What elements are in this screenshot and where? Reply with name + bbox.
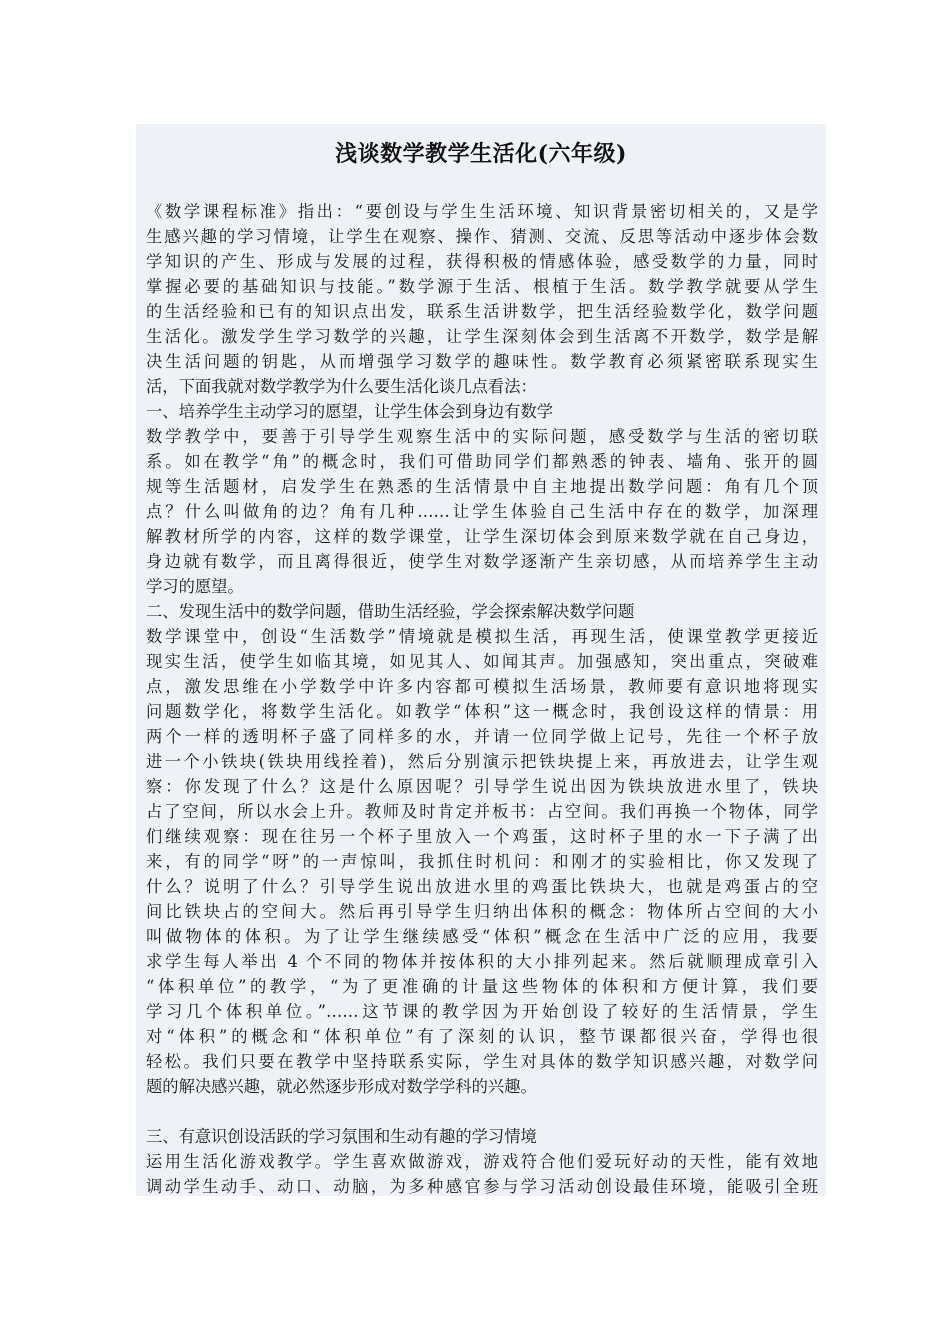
section1-paragraph-line: 点？什么叫做角的边？角有几种……让学生体验自己生活中存在的数学，加深理	[146, 502, 818, 521]
document-page	[136, 124, 826, 1196]
section2-paragraph-line: 现实生活，使学生如临其境，如见其人、如闻其声。加强感知，突出重点，突破难	[146, 652, 818, 671]
section2-paragraph-line: 来，有的同学“呀”的一声惊叫，我抓住时机问：和刚才的实验相比，你又发现了	[146, 852, 818, 871]
section3-paragraph-line: 运用生活化游戏教学。学生喜欢做游戏，游戏符合他们爱玩好动的天性，能有效地	[146, 1152, 818, 1171]
section2-paragraph-line: 察：你发现了什么？这是什么原因呢？引导学生说出因为铁块放进水里了，铁块	[146, 777, 818, 796]
section2-paragraph-line: 问题数学化，将数学生活化。如教学“体积”这一概念时，我创设这样的情景：用	[146, 702, 818, 721]
section2-paragraph-line: 对“体积”的概念和“体积单位”有了深刻的认识，整节课都很兴奋，学得也很	[146, 1027, 818, 1046]
section2-paragraph-line: 数学课堂中，创设“生活数学”情境就是模拟生活，再现生活，使课堂教学更接近	[146, 627, 818, 646]
document-title: 浅谈数学教学生活化(六年级)	[335, 141, 627, 167]
blank-line	[146, 1099, 818, 1124]
section-heading-3: 三、有意识创设活跃的学习氛围和生动有趣的学习情境	[146, 1127, 537, 1146]
section1-paragraph-line: 系。如在教学“角”的概念时，我们可借助同学们都熟悉的钟表、墙角、张开的圆	[146, 452, 818, 471]
section2-paragraph-line: 两个一样的透明杯子盛了同样多的水，并请一位同学做上记号，先往一个杯子放	[146, 727, 818, 746]
section2-paragraph-line: 们继续观察：现在往另一个杯子里放入一个鸡蛋，这时杯子里的水一下子满了出	[146, 827, 818, 846]
section2-paragraph-line: 求学生每人举出 4 个不同的物体并按体积的大小排列起来。然后就顺理成章引入	[146, 952, 818, 971]
section2-paragraph-line: 学习几个体积单位。”……这节课的教学因为开始创设了较好的生活情景，学生	[146, 1002, 818, 1021]
intro-paragraph-line: 学知识的产生、形成与发展的过程，获得积极的情感体验，感受数学的力量，同时	[146, 252, 818, 271]
section2-paragraph-line: “体积单位”的教学，“为了更准确的计量这些物体的体积和方便计算，我们要	[146, 977, 818, 996]
intro-paragraph-line: 决生活问题的钥匙，从而增强学习数学的趣味性。数学教育必须紧密联系现实生	[146, 352, 818, 371]
intro-paragraph-line: 《数学课程标准》指出：“要创设与学生生活环境、知识背景密切相关的，又是学	[146, 202, 818, 221]
intro-paragraph-line: 生感兴趣的学习情境，让学生在观察、操作、猜测、交流、反思等活动中逐步体会数	[146, 227, 818, 246]
section-heading-2: 二、发现生活中的数学问题，借助生活经验，学会探索解决数学问题	[146, 602, 635, 621]
section1-paragraph-line: 数学教学中，要善于引导学生观察生活中的实际问题，感受数学与生活的密切联	[146, 427, 818, 446]
section2-paragraph-line: 题的解决感兴趣，就必然逐步形成对数学学科的兴趣。	[146, 1077, 537, 1096]
section2-paragraph-line: 进一个小铁块(铁块用线拴着)，然后分别演示把铁块提上来，再放进去，让学生观	[146, 752, 818, 771]
intro-paragraph-line: 掌握必要的基础知识与技能。”数学源于生活、根植于生活。数学教学就要从学生	[146, 277, 818, 296]
intro-paragraph-line: 活，下面我就对数学教学为什么要生活化谈几点看法：	[146, 377, 537, 396]
section2-paragraph-line: 什么？说明了什么？引导学生说出放进水里的鸡蛋比铁块大，也就是鸡蛋占的空	[146, 877, 818, 896]
section3-paragraph-line: 调动学生动手、动口、动脑，为多种感官参与学习活动创设最佳环境，能吸引全班	[146, 1177, 818, 1196]
section2-paragraph-line: 轻松。我们只要在教学中坚持联系实际，学生对具体的数学知识感兴趣，对数学问	[146, 1052, 818, 1071]
section1-paragraph-line: 解教材所学的内容，这样的数学课堂，让学生深切体会到原来数学就在自己身边，	[146, 527, 818, 546]
intro-paragraph-line: 生活化。激发学生学习数学的兴趣，让学生深刻体会到生活离不开数学，数学是解	[146, 327, 818, 346]
intro-paragraph-line: 的生活经验和已有的知识点出发，联系生活讲数学，把生活经验数学化，数学问题	[146, 302, 818, 321]
section2-paragraph-line: 点，激发思维在小学数学中许多内容都可模拟生活场景，教师要有意识地将现实	[146, 677, 818, 696]
section1-paragraph-line: 学习的愿望。	[146, 577, 244, 596]
document-body	[146, 199, 818, 1196]
section2-paragraph-line: 间比铁块占的空间大。然后再引导学生归纳出体积的概念：物体所占空间的大小	[146, 902, 818, 921]
section2-paragraph-line: 叫做物体的体积。为了让学生继续感受“体积”概念在生活中广泛的应用，我要	[146, 927, 818, 946]
section1-paragraph-line: 规等生活题材，启发学生在熟悉的生活情景中自主地提出数学问题：角有几个顶	[146, 477, 818, 496]
section-heading-1: 一、培养学生主动学习的愿望，让学生体会到身边有数学	[146, 402, 554, 421]
section2-paragraph-line: 占了空间，所以水会上升。教师及时肯定并板书：占空间。我们再换一个物体，同学	[146, 802, 818, 821]
section1-paragraph-line: 身边就有数学，而且离得很近，使学生对数学逐渐产生亲切感，从而培养学生主动	[146, 552, 818, 571]
